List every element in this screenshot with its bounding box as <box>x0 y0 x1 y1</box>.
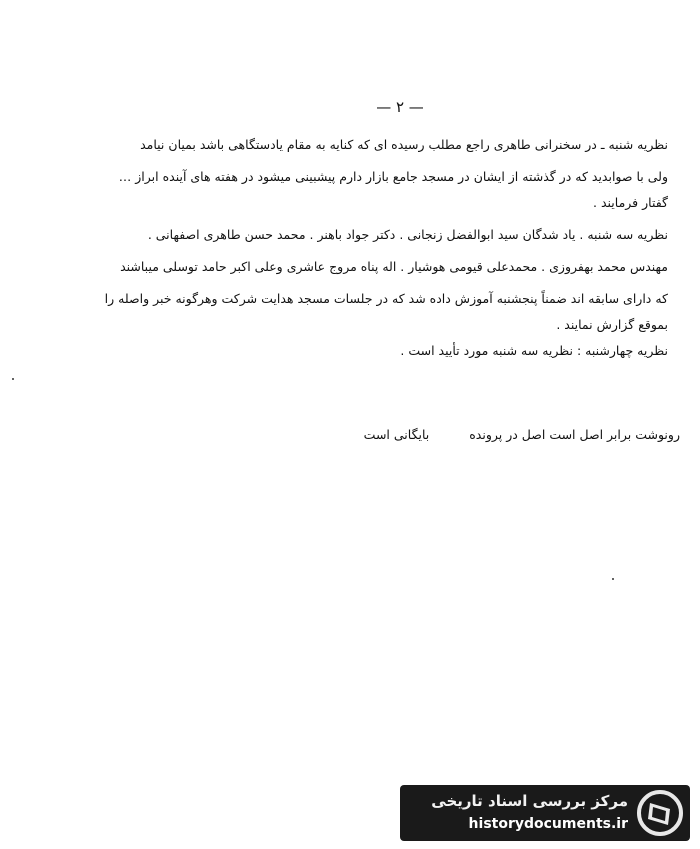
archive-note: بایگانی است <box>363 427 430 442</box>
text-line: ولی با صوابدید که در گذشته از ایشان در مسجد جامع بازار دارم پیشبینی میشود در هفته های آینده ابراز … <box>118 169 668 184</box>
watermark-url: historydocuments.ir <box>468 816 628 832</box>
text-line: که دارای سابقه اند ضمناً پنجشنبه آموزش داده شد که در جلسات مسجد هدایت شرکت وهرگونه خبر واصله را <box>104 291 668 306</box>
watermark-logo <box>400 785 690 841</box>
text-line: مهندس محمد بهفروزی . محمدعلی قیومی هوشیار . اله پناه مروج عاشری وعلی اکبر حامد توسلی میباشند <box>120 259 668 274</box>
text-line: گفتار فرمایند . <box>593 195 668 210</box>
text-line: نظریه شنبه ـ در سخنرانی طاهری راجع مطلب رسیده ای که کنایه به مقام یادستگاهی باشد بمیان نیامد <box>140 137 668 152</box>
scan-speck <box>612 578 614 580</box>
scan-speck <box>12 378 14 380</box>
text-line: بموقع گزارش نمایند . <box>556 317 668 332</box>
text-line: نظریه چهارشنبه : نظریه سه شنبه مورد تأیید است . <box>400 343 668 358</box>
watermark-title: مرکز بررسی اسناد تاریخی <box>431 792 628 810</box>
text-line: نظریه سه شنبه . یاد شدگان سید ابوالفضل زنجانی . دکتر جواد باهنر . محمد حسن طاهری اصفهانی . <box>147 227 668 242</box>
page-number: — ۲ — <box>376 98 424 116</box>
copy-certification: رونوشت برابر اصل است اصل در پرونده <box>469 427 680 442</box>
footer-note <box>40 424 680 446</box>
document-body <box>28 132 668 364</box>
archive-logo-icon <box>636 789 684 837</box>
